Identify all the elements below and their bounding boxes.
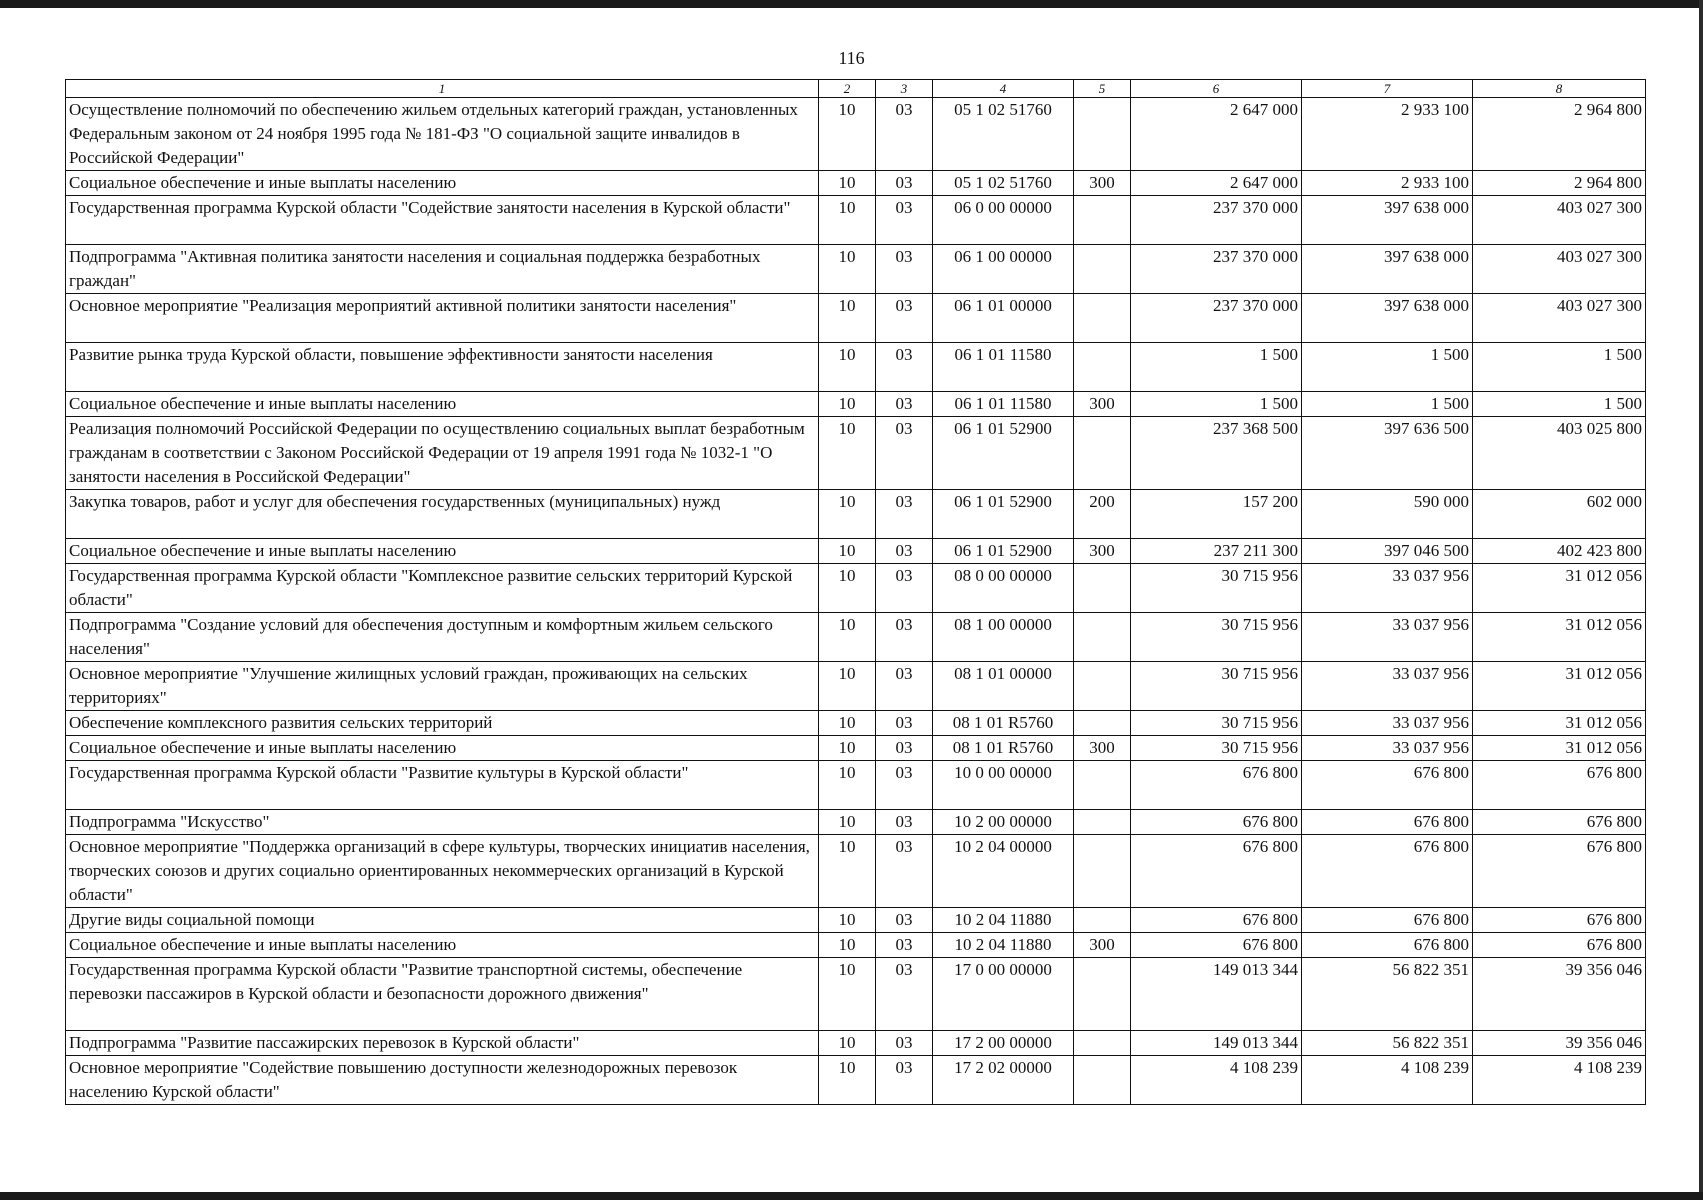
amount-col-7: 676 800 [1302,908,1473,933]
item-name: Основное мероприятие "Поддержка организаций в сфере культуры, творческих инициатив населения, творческих союзов и других социально ориентированных некоммерческих организаций в Курской области" [66,835,819,908]
scan-border-bottom [0,1192,1703,1200]
amount-col-8: 39 356 046 [1473,1031,1646,1056]
amount-col-7: 1 500 [1302,343,1473,392]
column-header: 1 [66,80,819,98]
amount-col-7: 56 822 351 [1302,958,1473,1031]
amount-col-6: 237 370 000 [1131,294,1302,343]
expense-type-code [1074,761,1131,810]
subsection-code: 03 [876,835,933,908]
section-code: 10 [819,98,876,171]
target-item-code: 17 2 02 00000 [933,1056,1074,1105]
table-row [66,1031,1646,1056]
subsection-code: 03 [876,662,933,711]
table-row [66,958,1646,1031]
table-row [66,245,1646,294]
target-item-code: 06 1 01 00000 [933,294,1074,343]
subsection-code: 03 [876,417,933,490]
section-code: 10 [819,245,876,294]
subsection-code: 03 [876,933,933,958]
item-name: Осуществление полномочий по обеспечению жильем отдельных категорий граждан, установленных Федеральным законом от 24 ноября 1995 года № 181-ФЗ "О социальной защите инвалидов в Российской Федерации" [66,98,819,171]
column-header: 5 [1074,80,1131,98]
amount-col-8: 403 027 300 [1473,196,1646,245]
item-name: Социальное обеспечение и иные выплаты населению [66,933,819,958]
item-name: Социальное обеспечение и иные выплаты населению [66,736,819,761]
item-name: Закупка товаров, работ и услуг для обеспечения государственных (муниципальных) нужд [66,490,819,539]
scan-border-top [0,0,1703,8]
subsection-code: 03 [876,1031,933,1056]
amount-col-6: 1 500 [1131,392,1302,417]
section-code: 10 [819,392,876,417]
table-row [66,539,1646,564]
amount-col-6: 676 800 [1131,933,1302,958]
target-item-code: 06 0 00 00000 [933,196,1074,245]
item-name: Социальное обеспечение и иные выплаты населению [66,539,819,564]
column-header: 6 [1131,80,1302,98]
expense-type-code: 300 [1074,392,1131,417]
item-name: Основное мероприятие "Улучшение жилищных условий граждан, проживающих на сельских территориях" [66,662,819,711]
amount-col-7: 676 800 [1302,835,1473,908]
section-code: 10 [819,294,876,343]
table-row [66,490,1646,539]
target-item-code: 08 1 01 00000 [933,662,1074,711]
expense-type-code: 300 [1074,171,1131,196]
section-code: 10 [819,417,876,490]
table-row [66,810,1646,835]
table-row [66,736,1646,761]
item-name: Основное мероприятие "Содействие повышению доступности железнодорожных перевозок населению Курской области" [66,1056,819,1105]
table-row [66,417,1646,490]
item-name: Подпрограмма "Развитие пассажирских перевозок в Курской области" [66,1031,819,1056]
expense-type-code [1074,564,1131,613]
subsection-code: 03 [876,1056,933,1105]
amount-col-8: 1 500 [1473,392,1646,417]
target-item-code: 17 2 00 00000 [933,1031,1074,1056]
expense-type-code: 200 [1074,490,1131,539]
section-code: 10 [819,711,876,736]
target-item-code: 06 1 01 52900 [933,417,1074,490]
amount-col-7: 4 108 239 [1302,1056,1473,1105]
amount-col-8: 676 800 [1473,761,1646,810]
amount-col-8: 4 108 239 [1473,1056,1646,1105]
subsection-code: 03 [876,711,933,736]
amount-col-8: 31 012 056 [1473,564,1646,613]
amount-col-6: 30 715 956 [1131,564,1302,613]
amount-col-6: 237 370 000 [1131,245,1302,294]
section-code: 10 [819,736,876,761]
section-code: 10 [819,1056,876,1105]
item-name: Государственная программа Курской области "Развитие транспортной системы, обеспечение перевозки пассажиров в Курской области и безопасности дорожного движения" [66,958,819,1031]
expense-type-code [1074,908,1131,933]
target-item-code: 17 0 00 00000 [933,958,1074,1031]
target-item-code: 05 1 02 51760 [933,98,1074,171]
column-header: 7 [1302,80,1473,98]
column-header: 4 [933,80,1074,98]
subsection-code: 03 [876,343,933,392]
target-item-code: 10 2 00 00000 [933,810,1074,835]
section-code: 10 [819,490,876,539]
expense-type-code [1074,417,1131,490]
expense-type-code [1074,810,1131,835]
section-code: 10 [819,933,876,958]
amount-col-7: 33 037 956 [1302,564,1473,613]
table-row [66,662,1646,711]
subsection-code: 03 [876,490,933,539]
section-code: 10 [819,958,876,1031]
expense-type-code: 300 [1074,933,1131,958]
item-name: Подпрограмма "Искусство" [66,810,819,835]
amount-col-6: 2 647 000 [1131,171,1302,196]
subsection-code: 03 [876,392,933,417]
item-name: Подпрограмма "Создание условий для обеспечения доступным и комфортным жильем сельского населения" [66,613,819,662]
item-name: Социальное обеспечение и иные выплаты населению [66,171,819,196]
table-row [66,343,1646,392]
subsection-code: 03 [876,564,933,613]
expense-type-code [1074,343,1131,392]
table-row [66,908,1646,933]
section-code: 10 [819,196,876,245]
item-name: Реализация полномочий Российской Федерации по осуществлению социальных выплат безработным гражданам в соответствии с Законом Российской Федерации от 19 апреля 1991 года № 1032-1 "О занятости населения в Российской Федерации" [66,417,819,490]
amount-col-7: 676 800 [1302,761,1473,810]
section-code: 10 [819,539,876,564]
amount-col-7: 33 037 956 [1302,736,1473,761]
amount-col-7: 590 000 [1302,490,1473,539]
amount-col-7: 397 638 000 [1302,196,1473,245]
section-code: 10 [819,662,876,711]
item-name: Другие виды социальной помощи [66,908,819,933]
amount-col-6: 30 715 956 [1131,613,1302,662]
amount-col-8: 2 964 800 [1473,98,1646,171]
section-code: 10 [819,835,876,908]
amount-col-6: 676 800 [1131,835,1302,908]
subsection-code: 03 [876,294,933,343]
subsection-code: 03 [876,245,933,294]
amount-col-7: 2 933 100 [1302,171,1473,196]
item-name: Государственная программа Курской области "Развитие культуры в Курской области" [66,761,819,810]
amount-col-6: 149 013 344 [1131,1031,1302,1056]
target-item-code: 10 2 04 00000 [933,835,1074,908]
target-item-code: 08 0 00 00000 [933,564,1074,613]
amount-col-7: 1 500 [1302,392,1473,417]
subsection-code: 03 [876,98,933,171]
amount-col-8: 39 356 046 [1473,958,1646,1031]
amount-col-6: 1 500 [1131,343,1302,392]
amount-col-7: 397 638 000 [1302,245,1473,294]
amount-col-8: 31 012 056 [1473,613,1646,662]
subsection-code: 03 [876,958,933,1031]
target-item-code: 08 1 01 R5760 [933,736,1074,761]
table-row [66,1056,1646,1105]
expense-type-code: 300 [1074,539,1131,564]
scan-border-right [1699,0,1703,1200]
subsection-code: 03 [876,761,933,810]
amount-col-6: 30 715 956 [1131,662,1302,711]
column-header: 3 [876,80,933,98]
amount-col-7: 397 046 500 [1302,539,1473,564]
target-item-code: 08 1 00 00000 [933,613,1074,662]
expense-type-code [1074,1056,1131,1105]
table-row [66,171,1646,196]
amount-col-8: 403 025 800 [1473,417,1646,490]
item-name: Государственная программа Курской области "Содействие занятости населения в Курской области" [66,196,819,245]
table-row [66,835,1646,908]
amount-col-7: 676 800 [1302,810,1473,835]
section-code: 10 [819,810,876,835]
subsection-code: 03 [876,196,933,245]
amount-col-6: 676 800 [1131,761,1302,810]
amount-col-6: 2 647 000 [1131,98,1302,171]
amount-col-6: 4 108 239 [1131,1056,1302,1105]
subsection-code: 03 [876,736,933,761]
section-code: 10 [819,343,876,392]
target-item-code: 10 2 04 11880 [933,933,1074,958]
amount-col-6: 676 800 [1131,908,1302,933]
amount-col-7: 397 638 000 [1302,294,1473,343]
amount-col-6: 149 013 344 [1131,958,1302,1031]
target-item-code: 06 1 01 52900 [933,539,1074,564]
column-header: 8 [1473,80,1646,98]
item-name: Социальное обеспечение и иные выплаты населению [66,392,819,417]
section-code: 10 [819,613,876,662]
item-name: Основное мероприятие "Реализация мероприятий активной политики занятости населения" [66,294,819,343]
amount-col-7: 33 037 956 [1302,613,1473,662]
target-item-code: 10 0 00 00000 [933,761,1074,810]
amount-col-6: 157 200 [1131,490,1302,539]
subsection-code: 03 [876,171,933,196]
table-row [66,294,1646,343]
subsection-code: 03 [876,539,933,564]
expense-type-code [1074,294,1131,343]
amount-col-8: 676 800 [1473,835,1646,908]
section-code: 10 [819,171,876,196]
amount-col-8: 676 800 [1473,933,1646,958]
amount-col-8: 31 012 056 [1473,662,1646,711]
expense-type-code [1074,662,1131,711]
table-row [66,564,1646,613]
amount-col-6: 237 211 300 [1131,539,1302,564]
amount-col-7: 676 800 [1302,933,1473,958]
section-code: 10 [819,908,876,933]
target-item-code: 10 2 04 11880 [933,908,1074,933]
amount-col-8: 31 012 056 [1473,736,1646,761]
section-code: 10 [819,761,876,810]
expense-type-code [1074,711,1131,736]
amount-col-8: 403 027 300 [1473,245,1646,294]
expense-type-code: 300 [1074,736,1131,761]
amount-col-8: 403 027 300 [1473,294,1646,343]
target-item-code: 05 1 02 51760 [933,171,1074,196]
amount-col-6: 237 370 000 [1131,196,1302,245]
expense-type-code [1074,196,1131,245]
amount-col-8: 402 423 800 [1473,539,1646,564]
table-body [66,98,1646,1105]
expense-type-code [1074,1031,1131,1056]
amount-col-8: 602 000 [1473,490,1646,539]
header-row [66,80,1646,98]
amount-col-8: 31 012 056 [1473,711,1646,736]
budget-table [65,79,1646,1105]
expense-type-code [1074,98,1131,171]
table-row [66,98,1646,171]
amount-col-6: 237 368 500 [1131,417,1302,490]
amount-col-6: 30 715 956 [1131,736,1302,761]
item-name: Обеспечение комплексного развития сельских территорий [66,711,819,736]
table-row [66,392,1646,417]
column-header: 2 [819,80,876,98]
page-number: 116 [838,48,865,68]
amount-col-8: 1 500 [1473,343,1646,392]
item-name: Развитие рынка труда Курской области, повышение эффективности занятости населения [66,343,819,392]
amount-col-6: 676 800 [1131,810,1302,835]
target-item-code: 06 1 01 52900 [933,490,1074,539]
amount-col-6: 30 715 956 [1131,711,1302,736]
table-row [66,933,1646,958]
target-item-code: 06 1 01 11580 [933,343,1074,392]
target-item-code: 08 1 01 R5760 [933,711,1074,736]
table-row [66,196,1646,245]
amount-col-8: 2 964 800 [1473,171,1646,196]
amount-col-7: 33 037 956 [1302,711,1473,736]
amount-col-7: 397 636 500 [1302,417,1473,490]
table-row [66,711,1646,736]
expense-type-code [1074,835,1131,908]
subsection-code: 03 [876,810,933,835]
subsection-code: 03 [876,908,933,933]
item-name: Государственная программа Курской области "Комплексное развитие сельских территорий Курской области" [66,564,819,613]
table-row [66,613,1646,662]
item-name: Подпрограмма "Активная политика занятости населения и социальная поддержка безработных граждан" [66,245,819,294]
amount-col-7: 56 822 351 [1302,1031,1473,1056]
amount-col-8: 676 800 [1473,908,1646,933]
target-item-code: 06 1 00 00000 [933,245,1074,294]
expense-type-code [1074,958,1131,1031]
subsection-code: 03 [876,613,933,662]
amount-col-8: 676 800 [1473,810,1646,835]
section-code: 10 [819,1031,876,1056]
amount-col-7: 33 037 956 [1302,662,1473,711]
target-item-code: 06 1 01 11580 [933,392,1074,417]
expense-type-code [1074,245,1131,294]
amount-col-7: 2 933 100 [1302,98,1473,171]
section-code: 10 [819,564,876,613]
table-row [66,761,1646,810]
expense-type-code [1074,613,1131,662]
